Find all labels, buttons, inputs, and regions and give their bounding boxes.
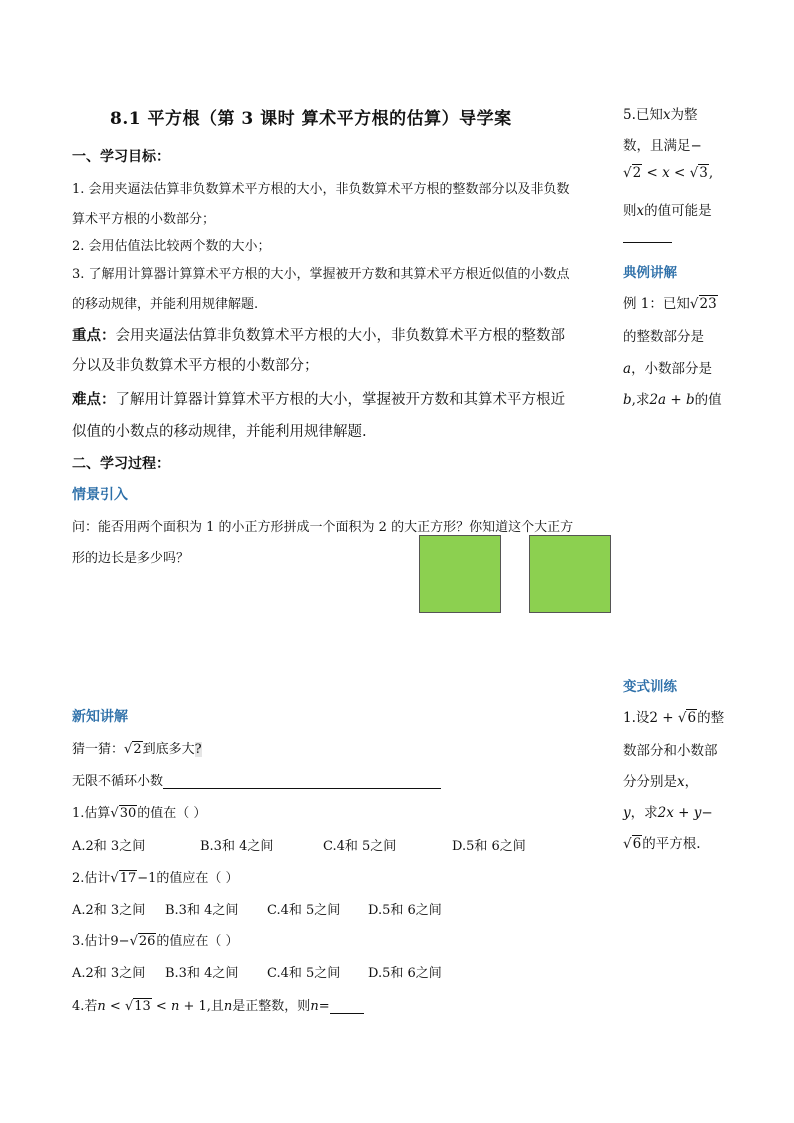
var-n: n: [223, 999, 233, 1014]
sqrt-symbol: √: [124, 742, 133, 757]
side-q5-a1: 5.已知: [623, 107, 663, 123]
key-point-line-a: [72, 324, 565, 345]
variant-line-e: [623, 832, 701, 852]
side-q5-d2: 的值可能是: [644, 203, 712, 219]
less-than: <: [151, 999, 171, 1014]
var-x: x: [677, 774, 685, 790]
example-c: ，小数部分是: [631, 361, 713, 377]
key-point-line-b: 分以及非负数算术平方根的小数部分；: [72, 358, 319, 374]
section-2-heading: 二、学习过程：: [72, 456, 170, 472]
variant-radicand: 6: [687, 710, 697, 726]
variant-expression: 2x + y: [657, 805, 702, 821]
problem-1-option-d: D.5和 6之间: [452, 839, 526, 854]
sqrt-symbol: √: [689, 296, 699, 312]
guess-question-mark: ?: [194, 742, 202, 757]
problem-3-suffix: 的值应在（ ）: [156, 934, 239, 949]
problem-1-suffix: 的值在（ ）: [137, 806, 207, 821]
side-q5-radicand-1: 2: [632, 165, 642, 181]
difficulty-text-a: 了解用计算器计算算术平方根的大小，掌握被开方数和其算术平方根近: [115, 392, 565, 408]
variant-c2: ，: [684, 774, 699, 790]
variant-radicand-2: 6: [632, 836, 642, 852]
plus-one: + 1: [179, 999, 207, 1014]
problem-3-prefix: 3.估计9−: [72, 934, 130, 949]
var-b: b: [623, 392, 632, 408]
side-q5-line-b: 数，且满足−: [623, 138, 702, 154]
problem-4-tail: 是正整数，则: [232, 999, 311, 1014]
comma: ,: [708, 165, 714, 181]
problem-1-option-b: B.3和 4之间: [200, 839, 274, 854]
problem-3-option-d: D.5和 6之间: [368, 966, 442, 981]
variant-d1: ，求: [630, 805, 658, 821]
sqrt-symbol: √: [623, 165, 632, 181]
goal-3-line-b: 的移动规律，并能利用规律解题.: [72, 297, 259, 312]
example-d1: ,求: [631, 392, 650, 408]
difficulty-label: 难点：: [72, 391, 116, 408]
small-square-left: [419, 535, 501, 613]
sqrt-symbol: √: [110, 871, 119, 886]
example-line-a: [623, 292, 718, 312]
problem-1-option-a: A.2和 3之间: [72, 839, 146, 854]
section-1-heading: 一、学习目标：: [72, 149, 170, 165]
side-q5-line-a: [623, 103, 698, 123]
goal-1-line-a: 1. 会用夹逼法估算非负数算术平方根的大小，非负数算术平方根的整数部分以及非负数: [72, 182, 570, 197]
goal-3-line-a: 3. 了解用计算器计算算术平方根的大小，掌握被开方数和其算术平方根近似值的小数点: [72, 267, 570, 282]
problem-3-option-a: A.2和 3之间: [72, 966, 146, 981]
question-line-a: 问：能否用两个面积为 1 的小正方形拼成一个面积为 2 的大正方形？你知道这个大正方: [72, 520, 574, 535]
infinite-decimal-line: [72, 770, 441, 789]
problem-3-option-c: C.4和 5之间: [267, 966, 341, 981]
problem-1-option-c: C.4和 5之间: [323, 839, 397, 854]
less-than: <: [669, 165, 690, 181]
problem-3-option-b: B.3和 4之间: [165, 966, 239, 981]
variant-a2: 的整: [697, 710, 725, 726]
guess-line: [72, 738, 202, 757]
answer-blank-n[interactable]: [330, 1001, 364, 1014]
less-than: <: [642, 165, 663, 181]
new-knowledge-heading: 新知讲解: [72, 709, 128, 725]
intro-heading: 情景引入: [72, 487, 128, 503]
example-a1: 例 1：已知: [623, 296, 690, 312]
side-q5-radicand-2: 3: [699, 165, 708, 181]
sqrt-symbol: √: [124, 999, 134, 1014]
problem-2-option-a: A.2和 3之间: [72, 903, 146, 918]
page-title: 8.1 平方根（第 3 课时 算术平方根的估算）导学案: [110, 109, 512, 129]
problem-1-radicand: 30: [119, 806, 137, 821]
example-expression: 2a + b: [649, 392, 695, 408]
variant-line-d: [623, 801, 713, 821]
problem-2-option-b: B.3和 4之间: [165, 903, 239, 918]
problem-2-radicand: 17: [119, 871, 137, 886]
var-x: x: [636, 203, 645, 219]
problem-1: [72, 802, 206, 821]
var-n: n: [170, 999, 180, 1014]
small-square-right: [529, 535, 611, 613]
side-q5-line-d: [623, 199, 712, 219]
difficulty-line-b: 似值的小数点的移动规律，并能利用规律解题.: [72, 424, 367, 440]
problem-2-suffix: −1的值应在（ ）: [137, 871, 239, 886]
answer-blank-long[interactable]: [163, 774, 441, 789]
sqrt-symbol: √: [129, 934, 138, 949]
problem-3-radicand: 26: [138, 934, 156, 949]
var-x: x: [662, 165, 670, 181]
key-point-text-a: 会用夹逼法估算非负数算术平方根的大小，非负数算术平方根的整数部: [115, 328, 565, 344]
side-q5-a2: 为整: [670, 107, 698, 123]
goal-2: 2. 会用估值法比较两个数的大小；: [72, 239, 271, 254]
side-q5-answer-blank[interactable]: [623, 242, 672, 243]
problem-1-prefix: 1.估算: [72, 806, 111, 821]
example-line-c: [623, 357, 712, 377]
var-n: n: [310, 999, 319, 1014]
example-radicand: 23: [699, 296, 717, 312]
problem-4-radicand: 13: [134, 999, 151, 1014]
problem-2-option-c: C.4和 5之间: [267, 903, 341, 918]
sqrt-symbol: √: [689, 165, 699, 181]
example-line-b: 的整数部分是: [623, 329, 704, 345]
equals: =: [318, 999, 330, 1014]
variant-d2: −: [701, 805, 713, 821]
example-d2: 的值: [694, 392, 722, 408]
example-heading: 典例讲解: [623, 265, 677, 281]
less-than: <: [105, 999, 125, 1014]
problem-2-prefix: 2.估计: [72, 871, 111, 886]
var-n: n: [97, 999, 106, 1014]
var-x: x: [662, 107, 671, 123]
variant-heading: 变式训练: [623, 679, 677, 695]
side-q5-d1: 则: [623, 203, 637, 219]
sqrt-symbol: √: [677, 710, 687, 726]
problem-2-option-d: D.5和 6之间: [368, 903, 442, 918]
guess-radicand: 2: [133, 742, 142, 757]
goal-1-line-b: 算术平方根的小数部分；: [72, 212, 216, 227]
sqrt-symbol: √: [110, 806, 119, 821]
variant-line-a: [623, 706, 724, 726]
variant-line-b: 数部分和小数部: [623, 743, 718, 759]
sqrt-symbol: √: [623, 836, 632, 852]
key-point-label: 重点：: [72, 327, 116, 344]
side-q5-line-c: [623, 165, 713, 181]
var-y: y: [623, 805, 631, 821]
problem-4: [72, 995, 364, 1014]
problem-4-prefix: 4.若: [72, 999, 98, 1014]
guess-prefix: 猜一猜：: [72, 742, 125, 757]
problem-2: [72, 867, 239, 886]
difficulty-line-a: [72, 388, 565, 409]
variant-e: 的平方根.: [642, 836, 701, 852]
var-a: a: [623, 361, 632, 377]
question-line-b: 形的边长是多少吗？: [72, 551, 190, 566]
variant-a1: 1.设2 +: [623, 710, 678, 726]
infinite-decimal-label: 无限不循环小数: [72, 774, 164, 789]
problem-4-mid: ,且: [206, 999, 224, 1014]
example-line-d: [623, 388, 722, 408]
variant-c1: 分分别是: [623, 774, 677, 790]
problem-3: [72, 930, 239, 949]
variant-line-c: [623, 770, 698, 790]
guess-suffix: 到底多大: [142, 742, 195, 757]
